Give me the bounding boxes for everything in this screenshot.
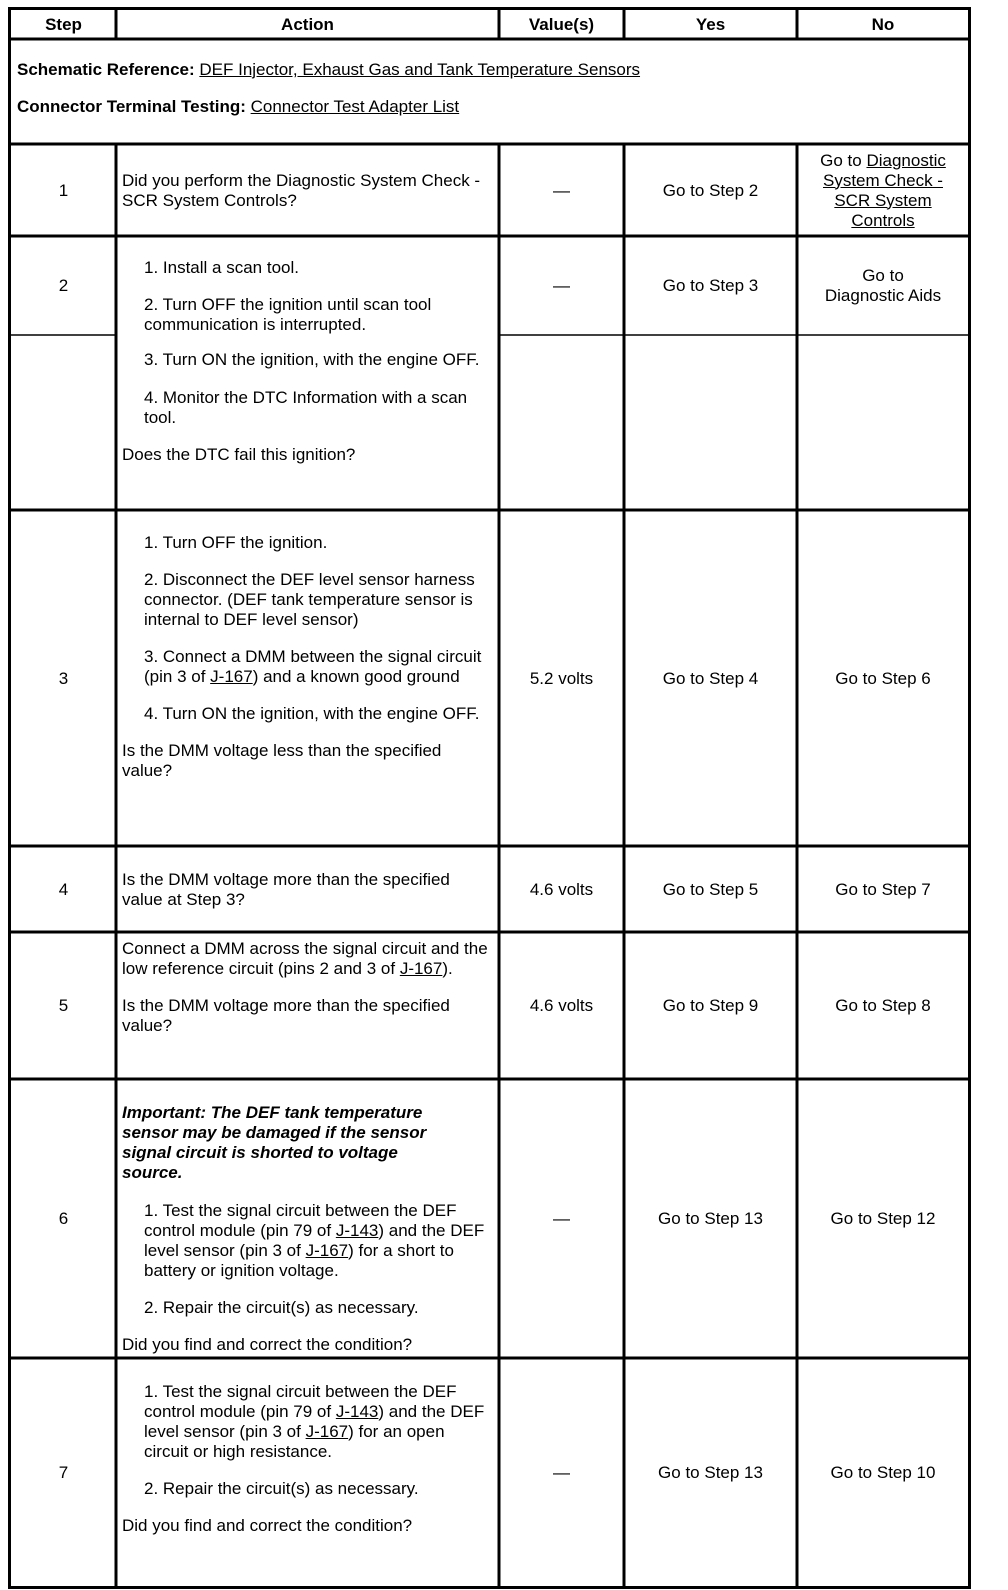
header-values: Value(s) (528, 14, 595, 34)
step-3-item-3 (122, 647, 493, 687)
step-7-yes: Go to Step 13 (658, 1463, 763, 1482)
header-no: No (871, 14, 895, 34)
step-7-link-j143[interactable]: J-143 (335, 1402, 379, 1421)
schematic-link[interactable]: DEF Injector, Exhaust Gas and Tank Temperature Sensors (199, 60, 641, 79)
step-3-item-3-text-b: ) and a known good ground (252, 667, 460, 686)
step-5-action (116, 939, 499, 1074)
step-5-value: 4.6 volts (529, 996, 594, 1015)
step-4: 4 (58, 879, 69, 899)
step-1-value: — (553, 180, 570, 200)
step-5: 5 (58, 996, 69, 1015)
schematic-label: Schematic Reference: (17, 60, 195, 79)
step-3-no: Go to Step 6 (835, 668, 931, 688)
step-1-action (116, 146, 499, 235)
step-7-value: — (553, 1463, 570, 1482)
step-7-no: Go to Step 10 (830, 1463, 936, 1482)
step-2-action (116, 258, 499, 508)
step-2: 2 (58, 276, 69, 295)
header-step: Step (45, 14, 82, 34)
step-5-question: Is the DMM voltage more than the specified value? (122, 996, 450, 1035)
step-2-item-2: 2. Turn OFF the ignition until scan tool communication is interrupted. (144, 295, 432, 334)
step-6-action (116, 1103, 499, 1354)
step-7-question: Did you find and correct the condition? (122, 1516, 413, 1535)
step-6-link-j167[interactable]: J-167 (305, 1241, 349, 1260)
step-6: 6 (58, 1209, 69, 1228)
step-1-no-prefix: Go to (820, 150, 867, 170)
step-3-item-4: 4. Turn ON the ignition, with the engine OFF. (144, 704, 480, 723)
step-6-item-1 (122, 1201, 493, 1281)
step-1-no (797, 146, 969, 235)
step-5-instruction-a: Connect a DMM across the signal circuit and the low reference circuit (pins 2 and 3 of (122, 939, 488, 978)
step-2-item-1: 1. Install a scan tool. (144, 258, 299, 277)
step-3-item-3-text-a: 3. Connect a DMM between the signal circuit (pin 3 of (144, 647, 482, 686)
step-6-question: Did you find and correct the condition? (122, 1335, 413, 1354)
step-3-yes: Go to Step 4 (662, 668, 759, 688)
step-5-instruction-b: ). (442, 959, 453, 978)
step-7-item-1-b: ) and the DEF level sensor (pin 3 of (144, 1402, 485, 1441)
step-3-value: 5.2 volts (529, 668, 594, 688)
step-3-question: Is the DMM voltage less than the specified value? (122, 741, 442, 780)
step-1-yes: Go to Step 2 (662, 180, 759, 200)
step-3-item-1: 1. Turn OFF the ignition. (144, 533, 328, 552)
step-2-yes: Go to Step 3 (662, 276, 759, 295)
header-action: Action (281, 14, 334, 34)
step-5-link-j167[interactable]: J-167 (399, 959, 443, 978)
step-4-value: 4.6 volts (529, 879, 594, 899)
step-5-instruction (122, 939, 493, 979)
step-6-item-1-b: ) and the DEF level sensor (pin 3 of (144, 1221, 485, 1260)
step-5-yes: Go to Step 9 (662, 996, 759, 1015)
step-6-no: Go to Step 12 (830, 1209, 936, 1228)
step-7: 7 (58, 1463, 69, 1482)
step-2-item-3: 3. Turn ON the ignition, with the engine OFF. (144, 350, 480, 369)
header-yes: Yes (695, 14, 726, 34)
step-7-item-1 (122, 1382, 493, 1462)
step-3-item-2: 2. Disconnect the DEF level sensor harness connector. (DEF tank temperature sensor is internal to DEF level sensor) (144, 570, 475, 629)
step-6-item-2: 2. Repair the circuit(s) as necessary. (144, 1298, 419, 1317)
step-7-item-1-c: ) for an open circuit or high resistance. (144, 1422, 445, 1461)
step-2-no: Go to Diagnostic Aids (824, 266, 942, 305)
step-2-value: — (553, 276, 570, 295)
step-1-no-link[interactable]: Diagnostic System Check - SCR System Controls (823, 150, 946, 230)
step-6-yes: Go to Step 13 (658, 1209, 763, 1228)
step-4-question: Is the DMM voltage more than the specified value at Step 3? (122, 869, 450, 909)
step-3-action (116, 533, 499, 833)
step-4-no: Go to Step 7 (835, 879, 931, 899)
step-7-link-j167[interactable]: J-167 (305, 1422, 349, 1441)
step-7-item-1-a: 1. Test the signal circuit between the DEF control module (pin 79 of (144, 1382, 457, 1421)
step-2-question: Does the DTC fail this ignition? (122, 445, 356, 464)
connector-link[interactable]: Connector Test Adapter List (250, 97, 460, 116)
step-7-item-2: 2. Repair the circuit(s) as necessary. (144, 1479, 419, 1498)
step-4-yes: Go to Step 5 (662, 879, 759, 899)
step-6-item-1-c: ) for a short to battery or ignition voltage. (144, 1241, 454, 1280)
schematic-block (11, 60, 966, 130)
step-7-action (116, 1382, 499, 1582)
connector-label: Connector Terminal Testing: (17, 97, 246, 116)
step-6-link-j143[interactable]: J-143 (335, 1221, 379, 1240)
step-3-link-j167[interactable]: J-167 (210, 667, 253, 686)
step-6-item-1-a: 1. Test the signal circuit between the DEF control module (pin 79 of (144, 1201, 457, 1240)
step-5-no: Go to Step 8 (835, 996, 931, 1015)
step-4-action (116, 848, 499, 931)
step-3: 3 (58, 668, 69, 688)
step-6-important: Important: The DEF tank temperature sensor may be damaged if the sensor signal circuit is shorted to voltage source. (122, 1103, 427, 1182)
step-6-value: — (553, 1209, 570, 1228)
step-2-item-4: 4. Monitor the DTC Information with a scan tool. (144, 388, 468, 427)
step-1-question: Did you perform the Diagnostic System Check - SCR System Controls? (122, 170, 481, 210)
step-1: 1 (58, 180, 69, 200)
